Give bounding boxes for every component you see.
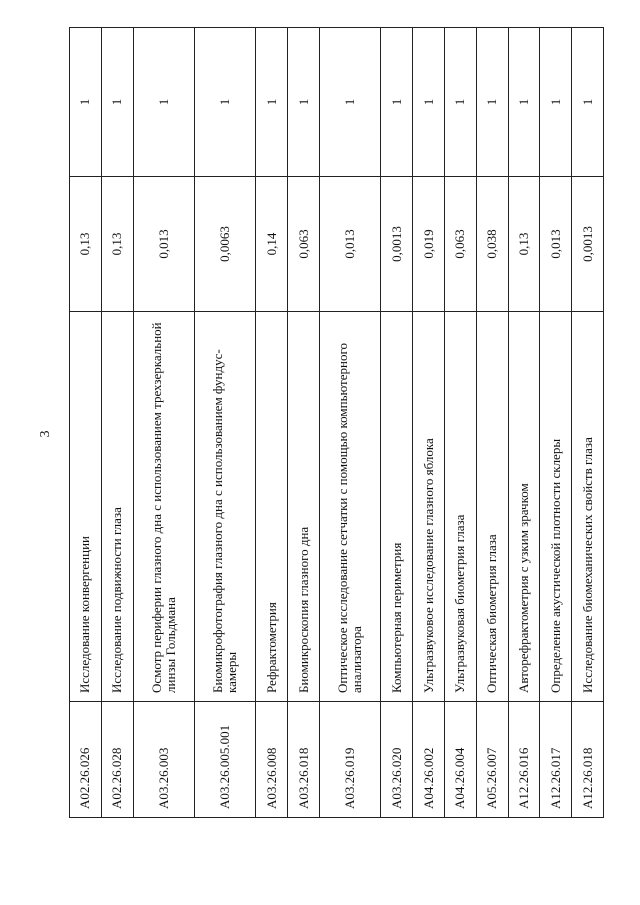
- service-code: A02.26.028: [101, 702, 133, 818]
- service-code: A03.26.019: [320, 702, 381, 818]
- service-code: A12.26.017: [540, 702, 572, 818]
- frequency-rate: 0,13: [508, 177, 540, 312]
- service-code: A04.26.004: [445, 702, 477, 818]
- table-row: [320, 28, 381, 818]
- service-code: A12.26.018: [572, 702, 604, 818]
- multiplicity: 1: [70, 28, 102, 177]
- table-row: [413, 28, 445, 818]
- table-row: [101, 28, 133, 818]
- service-code: A04.26.002: [413, 702, 445, 818]
- service-name: Оптическая биометрия глаза: [476, 312, 508, 702]
- frequency-rate: 0,0013: [572, 177, 604, 312]
- multiplicity: 1: [195, 28, 256, 177]
- multiplicity: 1: [288, 28, 320, 177]
- multiplicity: 1: [540, 28, 572, 177]
- multiplicity: 1: [445, 28, 477, 177]
- multiplicity: 1: [508, 28, 540, 177]
- table-row: [70, 28, 102, 818]
- frequency-rate: 0,063: [445, 177, 477, 312]
- service-name: Определение акустической плотности склеры: [540, 312, 572, 702]
- service-code: A05.26.007: [476, 702, 508, 818]
- service-name: Исследование подвижности глаза: [101, 312, 133, 702]
- table-row: [133, 28, 194, 818]
- table-row: [445, 28, 477, 818]
- frequency-rate: 0,013: [320, 177, 381, 312]
- table-row: [572, 28, 604, 818]
- frequency-rate: 0,14: [256, 177, 288, 312]
- multiplicity: 1: [413, 28, 445, 177]
- service-name: Осмотр периферии глазного дна с использованием трехзеркальной линзы Гольдмана: [133, 312, 194, 702]
- table-row: [381, 28, 413, 818]
- frequency-rate: 0,0013: [381, 177, 413, 312]
- procedures-table: [69, 27, 604, 818]
- page-number: 3: [38, 430, 53, 438]
- multiplicity: 1: [320, 28, 381, 177]
- frequency-rate: 0,0063: [195, 177, 256, 312]
- service-name: Ультразвуковая биометрия глаза: [445, 312, 477, 702]
- frequency-rate: 0,13: [70, 177, 102, 312]
- frequency-rate: 0,038: [476, 177, 508, 312]
- service-name: Авторефрактометрия с узким зрачком: [508, 312, 540, 702]
- multiplicity: 1: [101, 28, 133, 177]
- frequency-rate: 0,013: [133, 177, 194, 312]
- service-code: A03.26.005.001: [195, 702, 256, 818]
- multiplicity: 1: [572, 28, 604, 177]
- service-code: A12.26.016: [508, 702, 540, 818]
- table-row: [508, 28, 540, 818]
- service-name: Биомикрофотография глазного дна с использованием фундус-камеры: [195, 312, 256, 702]
- multiplicity: 1: [133, 28, 194, 177]
- service-name: Биомикроскопия глазного дна: [288, 312, 320, 702]
- service-name: Оптическое исследование сетчатки с помощью компьютерного анализатора: [320, 312, 381, 702]
- service-name: Исследование биомеханических свойств глаза: [572, 312, 604, 702]
- service-name: Исследование конвергенции: [70, 312, 102, 702]
- service-code: A02.26.026: [70, 702, 102, 818]
- frequency-rate: 0,013: [540, 177, 572, 312]
- service-code: A03.26.008: [256, 702, 288, 818]
- service-code: A03.26.003: [133, 702, 194, 818]
- service-name: Рефрактометрия: [256, 312, 288, 702]
- frequency-rate: 0,063: [288, 177, 320, 312]
- service-name: Компьютерная периметрия: [381, 312, 413, 702]
- frequency-rate: 0,019: [413, 177, 445, 312]
- service-code: A03.26.018: [288, 702, 320, 818]
- service-code: A03.26.020: [381, 702, 413, 818]
- service-name: Ультразвуковое исследование глазного яблока: [413, 312, 445, 702]
- multiplicity: 1: [381, 28, 413, 177]
- rotated-page-content: [69, 28, 604, 818]
- table-row: [476, 28, 508, 818]
- frequency-rate: 0,13: [101, 177, 133, 312]
- table-row: [288, 28, 320, 818]
- table-row: [256, 28, 288, 818]
- table-row: [195, 28, 256, 818]
- table-row: [540, 28, 572, 818]
- multiplicity: 1: [476, 28, 508, 177]
- multiplicity: 1: [256, 28, 288, 177]
